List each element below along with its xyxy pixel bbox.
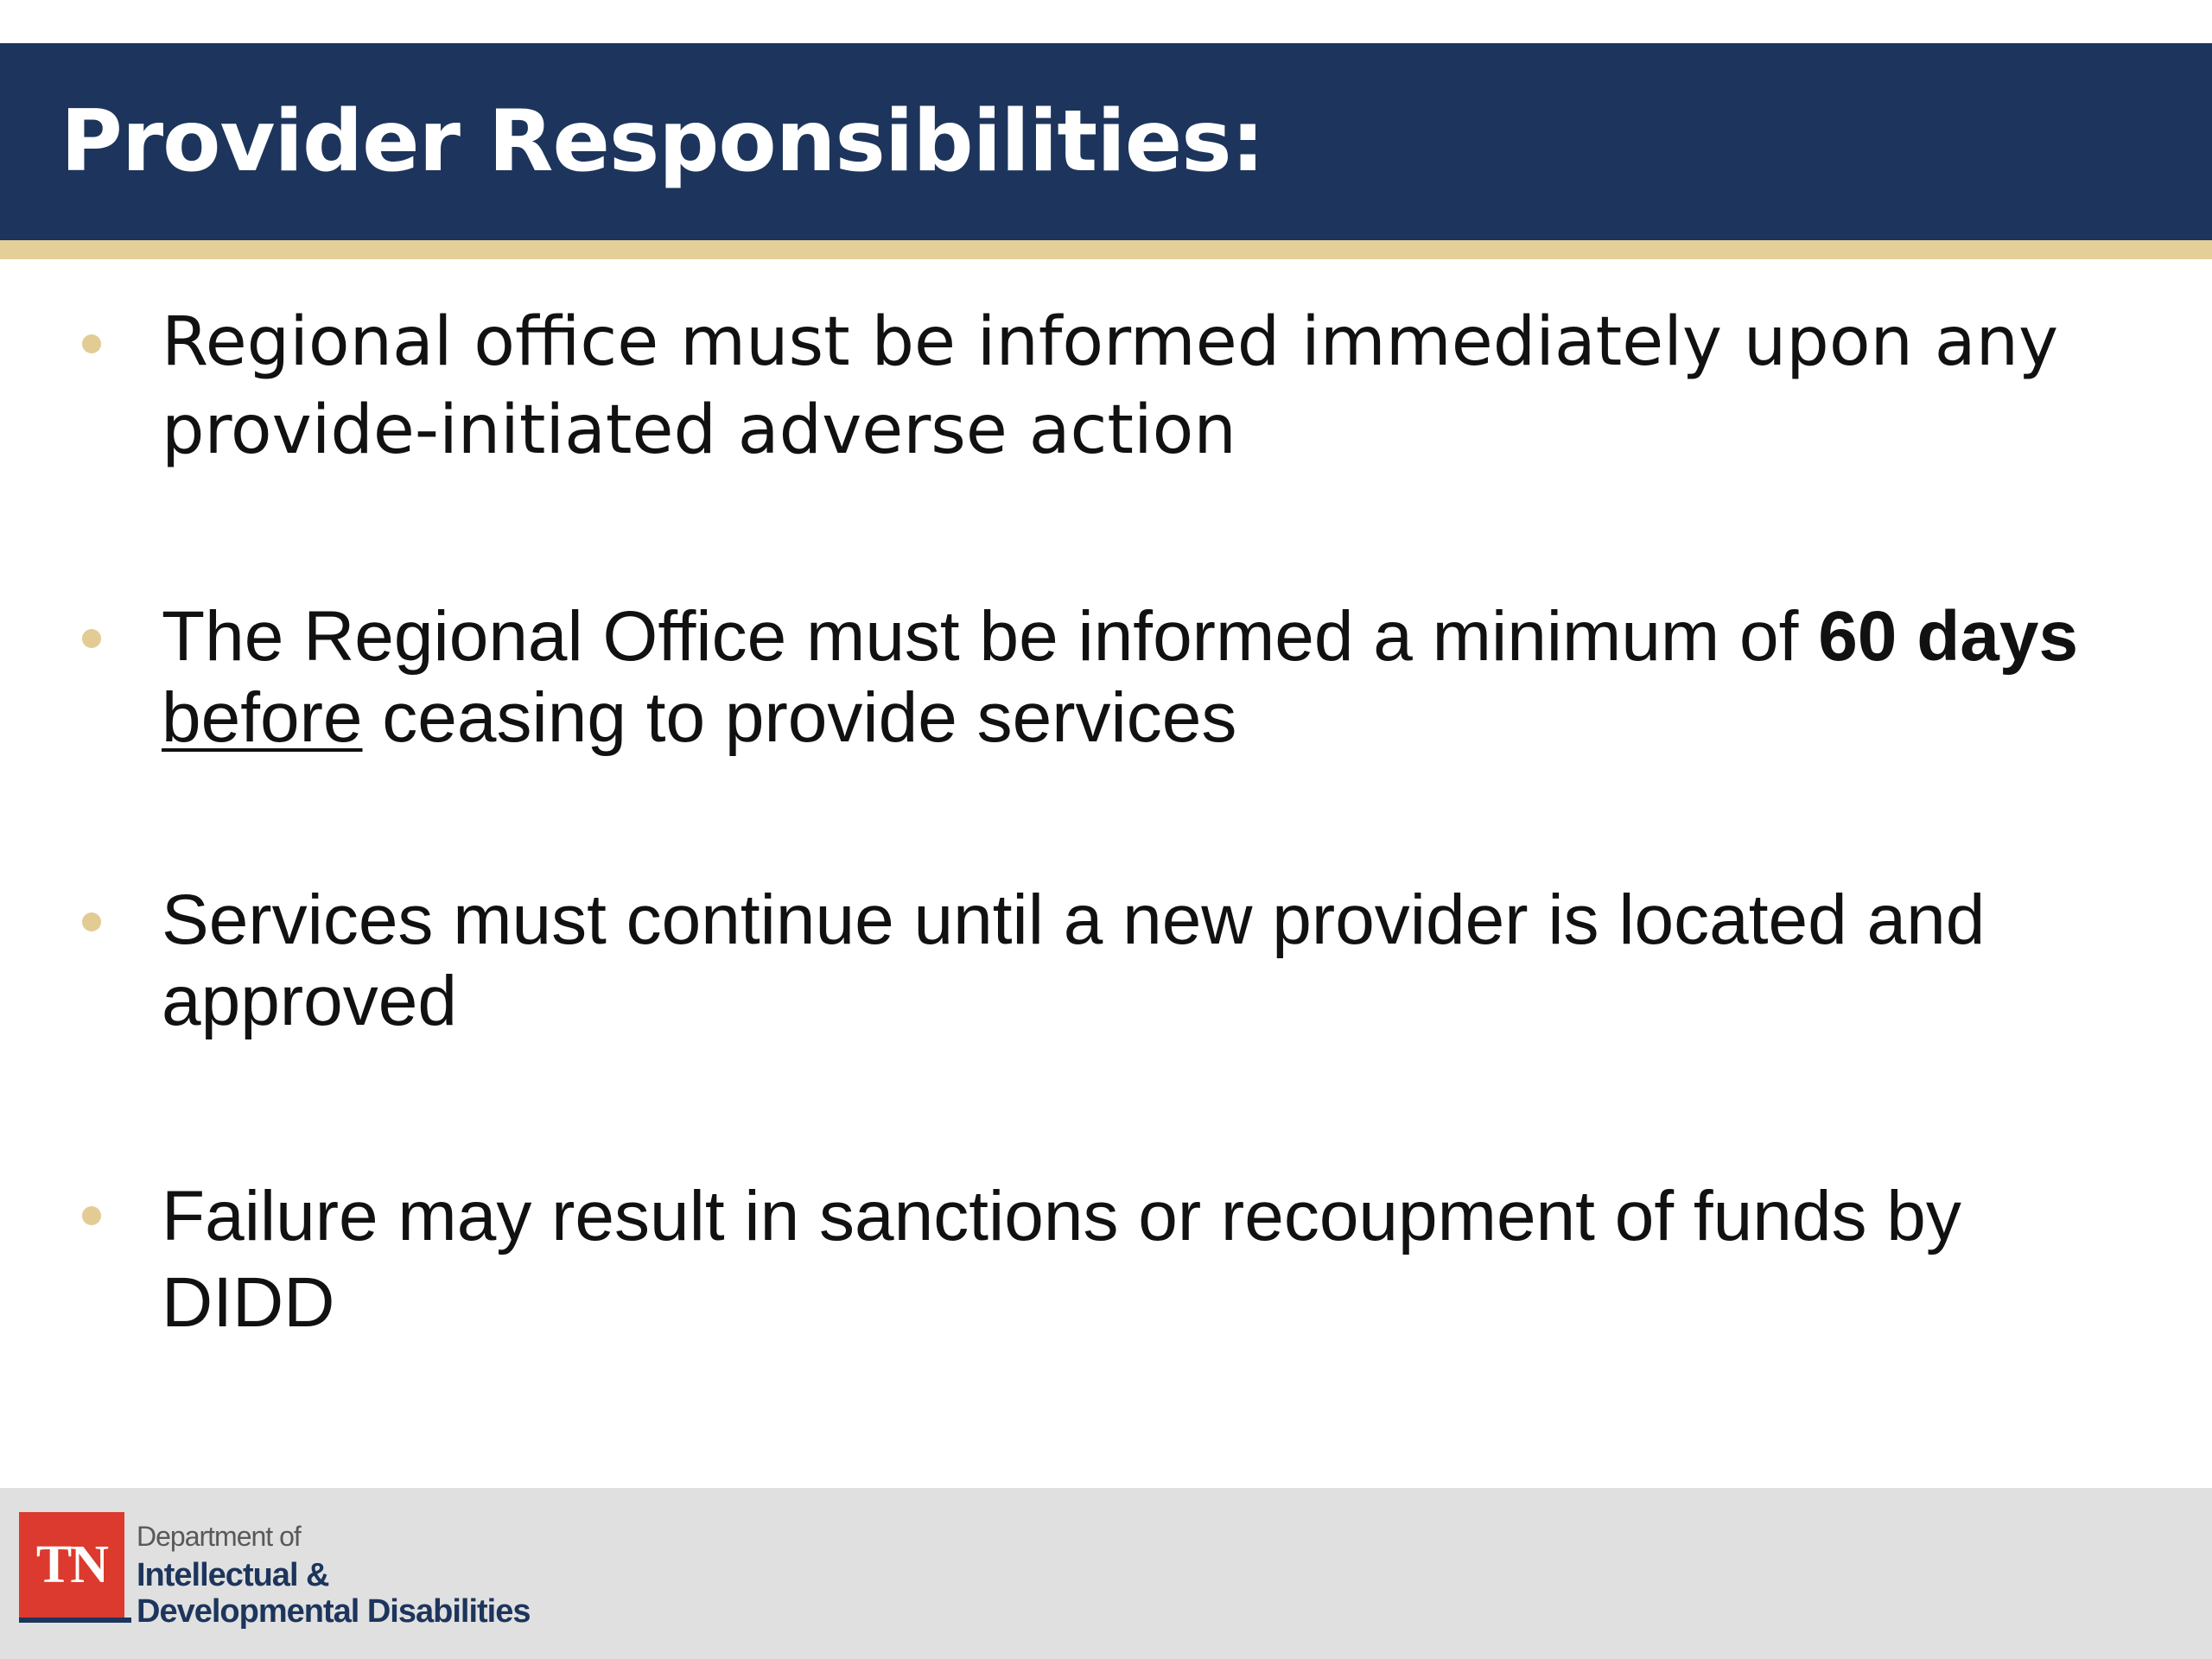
bullet-dot-icon	[82, 629, 101, 648]
bullet-dot-icon	[82, 912, 101, 931]
bullet-text-run: The Regional Office must be informed a minimum of	[162, 597, 1819, 676]
bullet-text-run: ceasing to provide services	[362, 678, 1237, 757]
dept-name-line1: Intellectual &	[137, 1557, 329, 1593]
bullet-text: Services must continue until a new provider is located and approved	[162, 880, 1986, 1040]
bullet-dot-icon	[82, 334, 101, 353]
footer	[0, 1488, 2212, 1659]
logo-underline	[124, 1618, 131, 1623]
bullet-dot-icon	[82, 1206, 101, 1225]
slide-title: Provider Responsibilities:	[60, 92, 1264, 191]
bullet-emphasis: 60 days	[1818, 597, 2079, 676]
bullet-text: Regional office must be informed immediately upon any provide-initiated adverse action	[162, 303, 2059, 469]
title-bar	[0, 43, 2212, 240]
tn-logo	[19, 1512, 124, 1623]
bullet-underline: before	[162, 678, 363, 757]
bullet-text	[162, 596, 2149, 759]
accent-stripe	[0, 240, 2212, 259]
tn-logo-text: TN	[35, 1535, 108, 1594]
bullet-text: Failure may result in sanctions or recoupment of funds by DIDD	[162, 1177, 1961, 1342]
dept-of-label: Department of	[137, 1521, 301, 1552]
dept-name-line2: Developmental Disabilities	[137, 1593, 531, 1630]
